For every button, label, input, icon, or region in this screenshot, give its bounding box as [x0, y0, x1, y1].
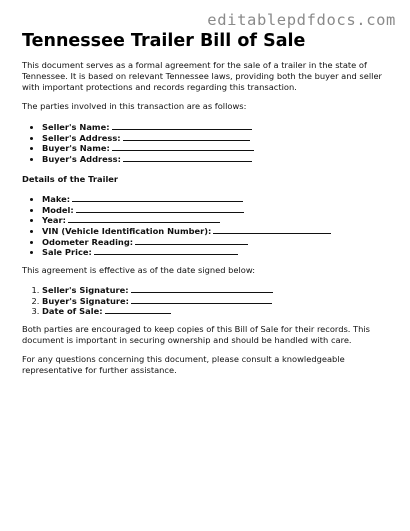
trailer-details-list [22, 194, 394, 258]
field-label: Buyer's Signature: [42, 295, 129, 306]
date-of-sale-line[interactable] [105, 306, 171, 314]
model-line[interactable] [76, 205, 244, 213]
year-line[interactable] [68, 215, 220, 223]
parties-intro: The parties involved in this transaction are as follows: [22, 101, 247, 111]
list-item [42, 215, 394, 226]
field-label: Seller's Address: [42, 132, 121, 143]
effective-date-text: This agreement is effective as of the date signed below: [22, 265, 255, 276]
field-label: Model: [42, 204, 74, 215]
list-item [42, 133, 394, 144]
signatures-list [22, 285, 394, 317]
list-item [42, 247, 394, 258]
trailer-section-heading: Details of the Trailer [22, 173, 119, 184]
buyer-signature-line[interactable] [131, 296, 272, 304]
field-label: Make: [42, 193, 71, 204]
field-label: Buyer's Address: [42, 154, 121, 165]
parties-list [22, 122, 394, 165]
questions-paragraph: For any questions concerning this document, please consult a knowledgeable representative for further assistance. [22, 354, 345, 376]
list-item [42, 154, 394, 165]
field-label: Date of Sale: [42, 306, 103, 317]
document-title: Tennessee Trailer Bill of Sale [22, 31, 306, 51]
field-label: Buyer's Name: [42, 143, 110, 154]
field-label: Odometer Reading: [42, 236, 134, 247]
seller-name-line[interactable] [112, 122, 252, 130]
site-watermark: editablepdfdocs.com [207, 11, 396, 29]
field-label: Year: [42, 215, 66, 226]
field-label: Sale Price: [42, 247, 92, 258]
seller-signature-line[interactable] [131, 285, 273, 293]
list-item [42, 226, 394, 237]
make-line[interactable] [72, 194, 243, 202]
buyer-name-line[interactable] [112, 143, 254, 151]
list-item [42, 143, 394, 154]
seller-address-line[interactable] [123, 133, 250, 141]
document-body [22, 30, 394, 376]
copies-paragraph: Both parties are encouraged to keep copies of this Bill of Sale for their records. This document is important in securing ownership and should be handled with care. [22, 324, 371, 346]
list-item [42, 237, 394, 248]
list-item [42, 285, 394, 296]
odometer-line[interactable] [135, 237, 248, 245]
list-item [42, 122, 394, 133]
field-label: VIN (Vehicle Identification Number): [42, 225, 212, 236]
list-item [42, 194, 394, 205]
list-item [42, 205, 394, 216]
buyer-address-line[interactable] [123, 154, 252, 162]
list-item [42, 306, 394, 317]
field-label: Seller's Name: [42, 122, 110, 132]
vin-line[interactable] [213, 226, 331, 234]
intro-paragraph: This document serves as a formal agreement for the sale of a trailer in the state of Tennessee. It is based on relevant Tennessee laws, providing both the buyer and seller with important protections and records regarding this transaction. [22, 60, 382, 92]
list-item [42, 296, 394, 307]
sale-price-line[interactable] [94, 247, 238, 255]
field-label: Seller's Signature: [42, 285, 129, 296]
